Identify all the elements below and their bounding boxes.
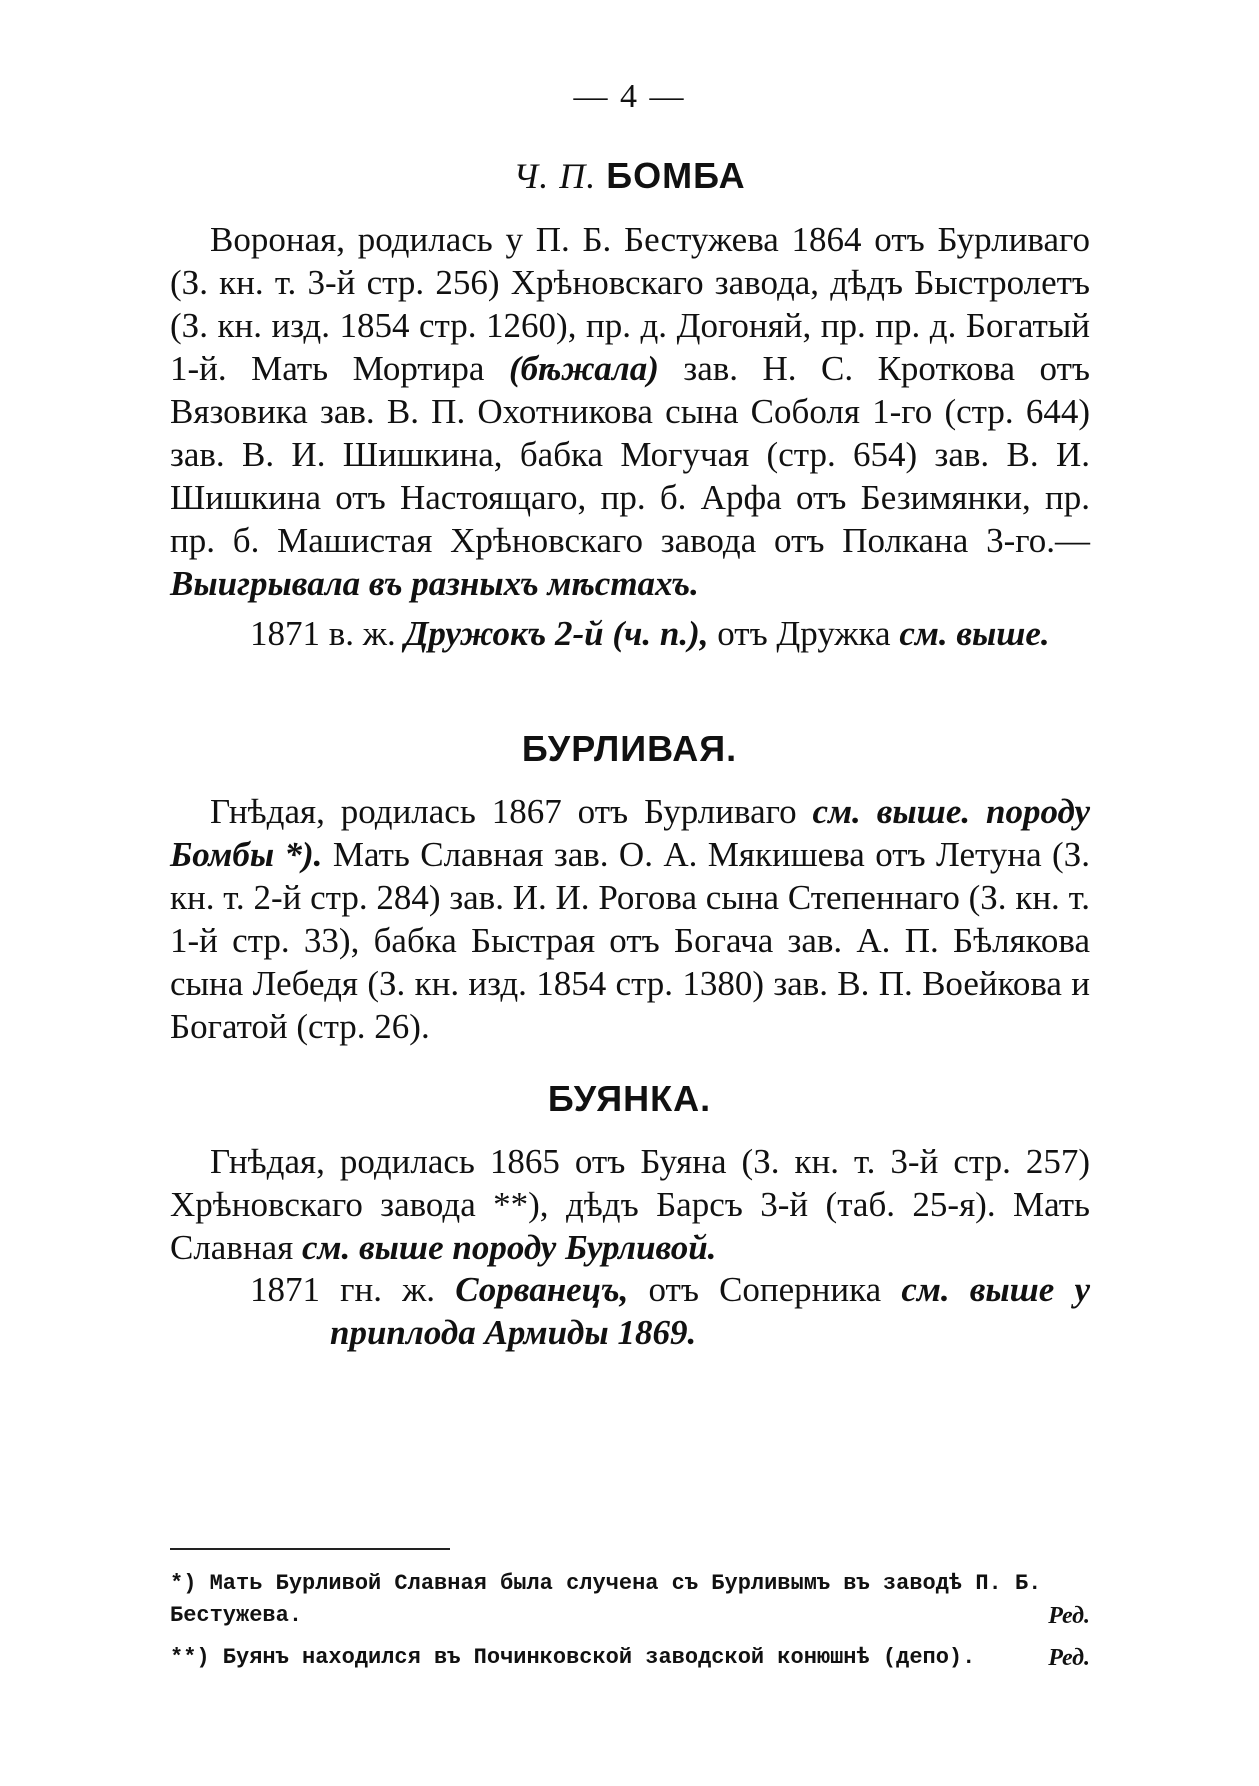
footnote-divider xyxy=(170,1548,450,1550)
offspring-name: Дружокъ 2-й (ч. п.), xyxy=(404,614,709,653)
body-text-segment: Гнѣдая, родилась 1865 отъ Буяна (З. кн. т. 3-й стр. 257) Хрѣновскаго завода **), дѣдъ Барсъ 3-й (таб. 25-я). Мать Славная xyxy=(170,1142,1090,1267)
body-text-segment: Мать Славная зав. О. А. Мякишева отъ Летуна (З. кн. т. 2-й стр. 284) зав. И. И. Рогова сына Степеннаго (З. кн. т. 1-й стр. 33), бабка Быстрая отъ Богача зав. А. П. Бѣлякова сына Лебедя (З. кн. изд. 1854 стр. 1380) зав. В. П. Воейкова и Богатой (стр. 26). xyxy=(170,835,1090,1046)
footnote-2 xyxy=(170,1642,1090,1674)
offspring-buyanka xyxy=(250,1268,1090,1354)
footnote-1 xyxy=(170,1568,1090,1632)
entry-title: БУЯНКА. xyxy=(547,1078,712,1119)
body-italic-segment: (бѣжала) xyxy=(508,349,659,388)
body-italic-segment: см. выше. породу Бомбы *). xyxy=(170,792,1090,874)
offspring-ref: см. выше у приплода Армиды 1869. xyxy=(330,1270,1091,1352)
body-italic-segment: см. выше породу Бурливой. xyxy=(302,1228,717,1267)
page-number: — 4 — xyxy=(573,78,686,115)
entry-heading-bomba xyxy=(0,155,1259,197)
entry-body-burlivaya xyxy=(170,790,1090,1048)
entry-prefix: Ч. П. xyxy=(513,156,597,196)
footnote-text: **) Буянъ находился въ Починковской заводской конюшнѣ (депо). xyxy=(170,1645,976,1670)
offspring-name: Сорванецъ, xyxy=(455,1270,629,1309)
footnote-editor: Ред. xyxy=(1048,1645,1090,1671)
footnote-text: *) Мать Бурливой Славная была случена съ Бурливымъ въ заводѣ П. Б. Бестужева. xyxy=(170,1571,1042,1628)
offspring-bomba xyxy=(250,612,1090,655)
body-text-segment: Гнѣдая, родилась 1867 отъ Бурливаго xyxy=(210,792,797,831)
offspring-year: 1871 в. ж. xyxy=(250,614,396,653)
offspring-sire: отъ Дружка xyxy=(717,614,891,653)
offspring-ref: см. выше. xyxy=(899,614,1050,653)
body-italic-segment: Выигрывала въ разныхъ мѣстахъ. xyxy=(170,564,699,603)
entry-heading-burlivaya xyxy=(0,728,1259,770)
footnote-editor: Ред. xyxy=(1048,1603,1090,1629)
body-text-segment: зав. Н. С. Кроткова отъ Вязовика зав. В. П. Охотникова сына Соболя 1-го (стр. 644) зав. В. И. Шишкина, бабка Могучая (стр. 654) зав. В. И. Шишкина отъ Настоящаго, пр. б. Арфа отъ Безимянки, пр. пр. б. Машистая Хрѣновскаго завода отъ Полкана 3-го.— xyxy=(170,349,1090,560)
offspring-year: 1871 гн. ж. xyxy=(250,1270,436,1309)
entry-title: БОМБА xyxy=(606,155,746,196)
offspring-sire: отъ Соперника xyxy=(648,1270,882,1309)
entry-heading-buyanka xyxy=(0,1078,1259,1120)
body-text-segment: Вороная, родилась у П. Б. Бестужева 1864 отъ Бурливаго (З. кн. т. 3-й стр. 256) Хрѣновскаго завода, дѣдъ Быстролетъ (З. кн. изд. 1854 стр. 1260), пр. д. Догоняй, пр. пр. д. Богатый 1-й. Мать Мортира xyxy=(170,220,1090,388)
entry-body-bomba xyxy=(170,218,1090,605)
entry-body-buyanka xyxy=(170,1140,1090,1269)
entry-title: БУРЛИВАЯ. xyxy=(521,728,738,769)
